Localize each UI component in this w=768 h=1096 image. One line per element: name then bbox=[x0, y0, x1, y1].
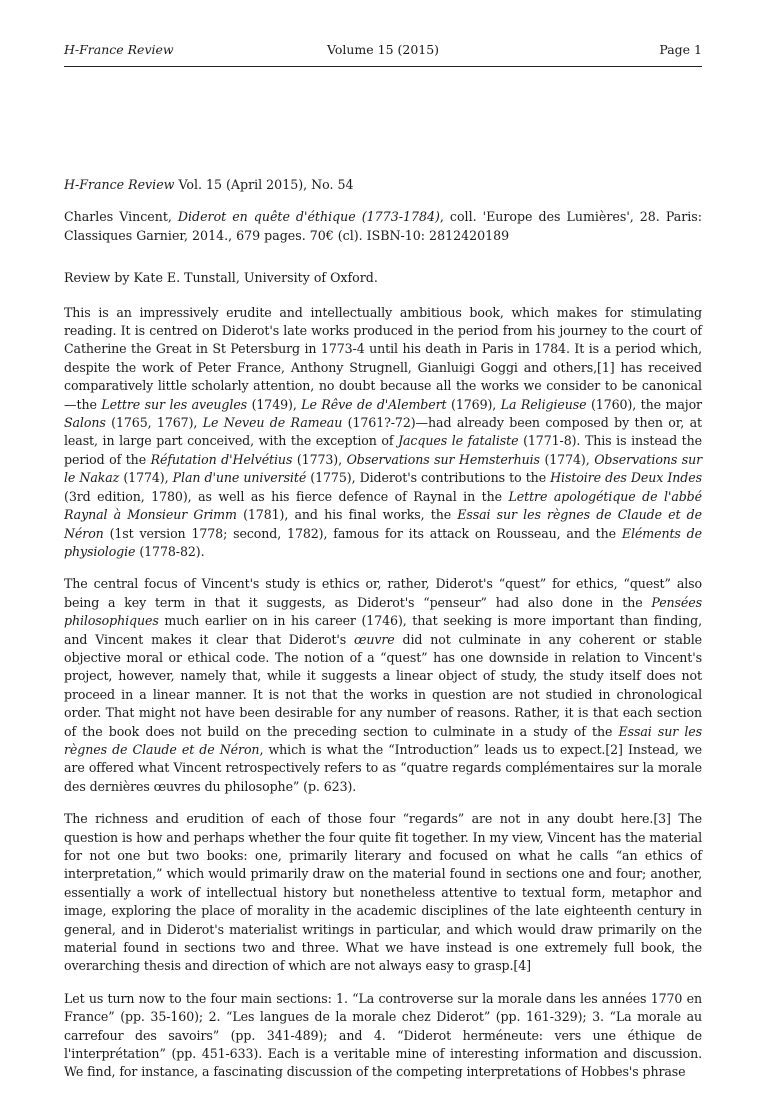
p1-text: (1749), bbox=[247, 396, 302, 412]
work-title: Jacques le fataliste bbox=[398, 433, 519, 449]
p1-text: (1st version 1778; second, 1782), famous for its attack on Rousseau, and the bbox=[103, 525, 622, 541]
work-title: La Religieuse bbox=[500, 396, 587, 412]
header-journal-title: H-France Review bbox=[64, 42, 174, 57]
p3-text: The richness and erudition of each of those four “regards” are not in any doubt here. bbox=[64, 811, 654, 827]
p1-text: (1781), and his final works, the bbox=[236, 507, 458, 523]
header-divider bbox=[64, 66, 702, 67]
p3-text: The question is how and perhaps whether the four quite fit together. In my view, Vincent has the material for not one but two books: one, primarily literary and focused on what he calls “an ethics of interpretation,” which would primarily draw on the material found in sections one and four; another, essentially a work of intellectual history but nonetheless attentive to textual form, metaphor and image, exploring the place of morality in the academic disciplines of the late eighteenth century in general, and in Diderot's materialist writings in particular, and which would draw primarily on the material found in sections two and three. What we have instead is one extremely full book, the overarching thesis and direction of which are not always easy to grasp. bbox=[64, 811, 702, 974]
reviewer-line: Review by Kate E. Tunstall, University of Oxford. bbox=[64, 270, 378, 286]
italic-term: œuvre bbox=[353, 631, 395, 647]
p1-text: (1765, 1767), bbox=[105, 415, 203, 431]
footnote-link-3[interactable]: [3] bbox=[653, 811, 671, 827]
p1-text: This is an impressively erudite and intellectually ambitious book, which makes for stimulating reading. It is centred on Diderot's late works produced in the period from his journey to the court of Catherine the Great in St Petersburg in 1773-4 until his death in Paris in 1784. It is a period which, despite the work of Peter France, Anthony Strugnell, Gianluigi Goggi and others, bbox=[64, 304, 702, 375]
work-title: Le Neveu de Rameau bbox=[202, 415, 343, 431]
paragraph-4 bbox=[64, 990, 702, 1082]
footnote-link-4[interactable]: [4] bbox=[513, 958, 531, 974]
p4-text: Let us turn now to the four main sections: 1. “La controverse sur la morale dans les années 1770 en France” (pp. 35-160); 2. “Les langues de la morale chez Diderot” (pp. 161-329); 3. “La morale au carrefour des savoirs” (pp. 341-489); and 4. “Diderot herméneute: vers une éthique de l'interprétation” (pp. 451-633). Each is a veritable mine of interesting information and discussion. We find, for instance, a fascinating discussion of the competing interpretations of Hobbes's phrase bbox=[64, 990, 702, 1080]
header-page-number: Page 1 bbox=[659, 42, 702, 57]
work-title: Salons bbox=[64, 415, 106, 431]
work-title: Histoire des Deux Indes bbox=[550, 470, 702, 486]
p1-text: (1774), bbox=[119, 470, 173, 486]
book-citation bbox=[64, 208, 702, 245]
header-volume: Volume 15 (2015) bbox=[326, 42, 440, 57]
issue-journal: H-France Review bbox=[64, 177, 175, 192]
p1-text: has received comparatively little scholarly attention, no doubt because all the works we consider to be canonical—the bbox=[64, 359, 702, 412]
work-title: Observations sur Hemsterhuis bbox=[346, 451, 540, 467]
p1-text: (1778-82). bbox=[135, 543, 205, 559]
footnote-link-1[interactable]: [1] bbox=[597, 359, 615, 375]
running-header bbox=[64, 41, 702, 59]
work-title: Essai sur les règnes de Claude et de Néron bbox=[64, 723, 702, 757]
work-title: Eléments de physiologie bbox=[64, 525, 702, 559]
work-title: Plan d'une université bbox=[172, 470, 307, 486]
p2-text: , which is what the “Introduction” leads us to expect. bbox=[259, 741, 606, 757]
p1-text: (1761?-72)—had already been composed by then or, at least, in large part conceived, with the exception of bbox=[64, 415, 702, 449]
citation-title: Diderot en quête d'éthique (1773-1784) bbox=[177, 209, 440, 225]
work-title: Réfutation d'Helvétius bbox=[150, 451, 293, 467]
article-body bbox=[64, 176, 702, 1096]
work-title: Observations sur le Nakaz bbox=[64, 451, 703, 486]
p2-text: did not culminate in any coherent or stable objective moral or ethical code. The notion of a “quest” has one downside in relation to Vincent's project, however, namely that, while it suggests a linear object of study, the study itself does not proceed in a linear manner. It is not that the works in question are not studied in chronological order. That might not have been desirable for any number of reasons. Rather, it is that each section of the book does not build on the preceding section to culminate in a study of the bbox=[64, 631, 702, 739]
p1-text: (1760), the major bbox=[586, 396, 702, 412]
p2-text: much earlier on in his career (1746), that seeking is more important than finding, and Vincent makes it clear that Diderot's bbox=[64, 613, 702, 647]
issue-details: Vol. 15 (April 2015), No. 54 bbox=[174, 177, 354, 192]
work-title: Le Rêve de d'Alembert bbox=[301, 396, 447, 412]
work-title: Lettre apologétique de l'abbé Raynal à Monsieur Grimm bbox=[64, 488, 703, 523]
p1-text: (3rd edition, 1780), as well as his fierce defence of Raynal in the bbox=[64, 488, 509, 504]
p1-text: (1773), bbox=[292, 451, 347, 467]
issue-line bbox=[64, 176, 702, 194]
footnote-link-2[interactable]: [2] bbox=[605, 741, 623, 757]
p1-text: (1775), Diderot's contributions to the bbox=[306, 470, 551, 486]
citation-author: Charles Vincent, bbox=[64, 209, 178, 225]
work-title: Lettre sur les aveugles bbox=[101, 396, 248, 412]
work-title: Pensées philosophiques bbox=[64, 594, 702, 629]
paragraph-1 bbox=[64, 304, 702, 562]
paragraph-3 bbox=[64, 810, 702, 976]
work-title: Essai sur les règnes de Claude et de Néron bbox=[64, 507, 702, 541]
citation-details: , coll. 'Europe des Lumières', 28. Paris: Classiques Garnier, 2014., 679 pages. 70€ (cl). ISBN-10: 2812420189 bbox=[64, 209, 702, 243]
p2-text: The central focus of Vincent's study is ethics or, rather, Diderot's “quest” for ethics, “quest” also being a key term in that it suggests, as Diderot's “penseur” had also done in the bbox=[64, 576, 702, 610]
p2-text: Instead, we are offered what Vincent retrospectively refers to as “quatre regards complémentaires sur la morale des dernières œuvres du philosophe” (p. 623). bbox=[64, 741, 702, 794]
p1-text: (1774), bbox=[539, 451, 595, 467]
p1-text: (1771-8). This is instead the period of the bbox=[64, 433, 702, 467]
p1-text: (1769), bbox=[446, 396, 501, 412]
paragraph-2 bbox=[64, 575, 702, 796]
